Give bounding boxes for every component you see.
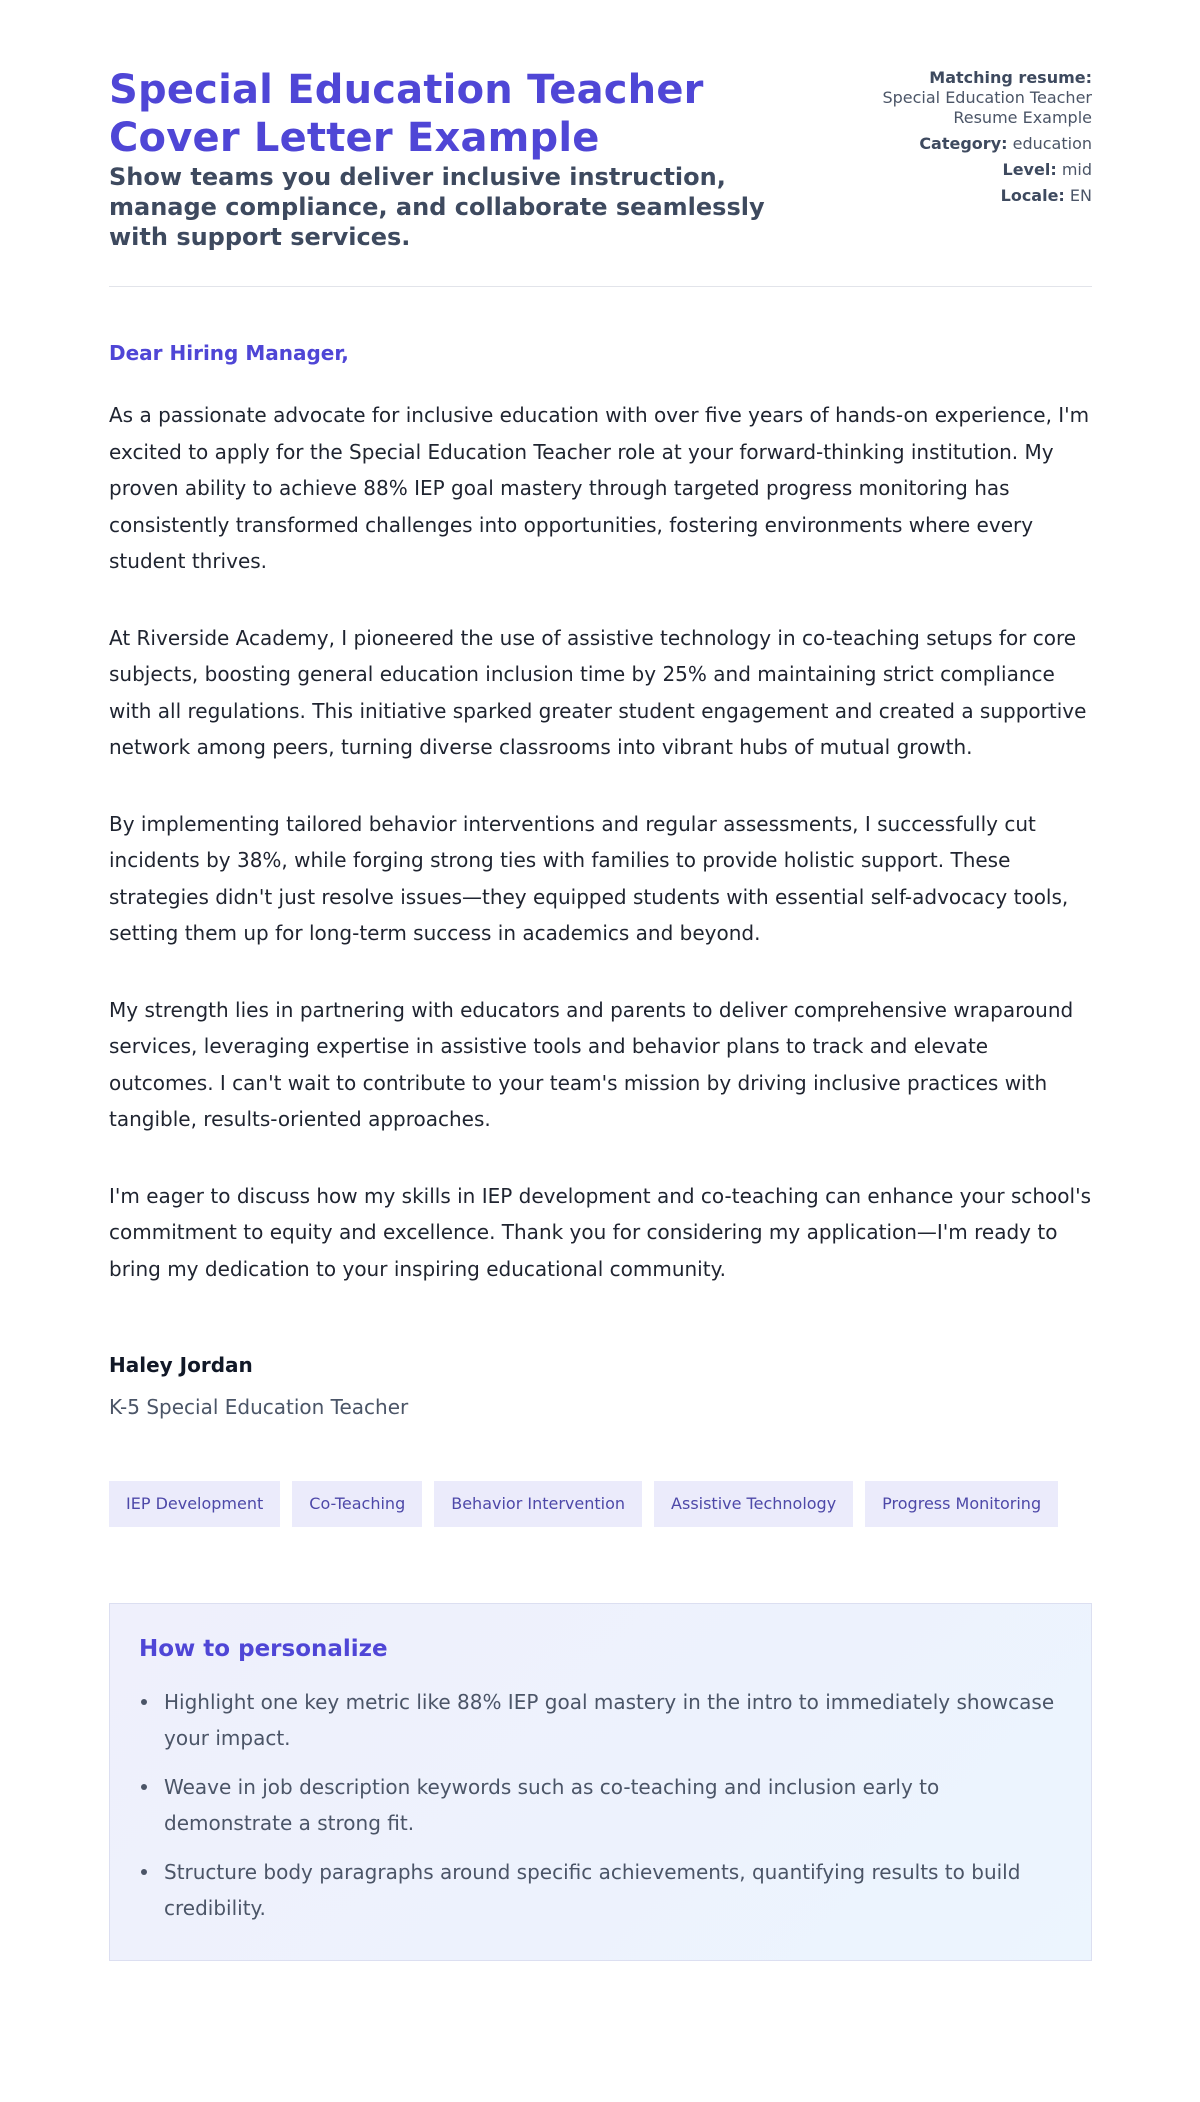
tag-iep-development[interactable]: IEP Development [109,1481,280,1527]
letter [109,339,1092,1421]
meta-panel [808,66,1092,212]
letter-paragraph: By implementing tailored behavior interventions and regular assessments, I successfully cut incidents by 38%, while forging strong ties with families to provide holistic support. These strategies didn't just resolve issues—they equipped students with essential self-advocacy tools, setting them up for long-term success in academics and beyond. [109,811,1069,945]
page-subtitle: Show teams you deliver inclusive instruction, manage compliance, and collaborate seamlessly with support services. [109,163,765,251]
personalize-title: How to personalize [139,1636,388,1662]
personalize-box [109,1603,1092,1961]
meta-category [808,134,1092,154]
personalize-tip [139,1684,1062,1756]
matching-resume-line1: Special Education Teacher [882,88,1092,107]
letter-paragraph: As a passionate advocate for inclusive education with over five years of hands-on experience, I'm excited to apply for the Special Education Teacher role at your forward-thinking institution. My proven ability to achieve 88% IEP goal mastery through targeted progress monitoring has consistently transformed challenges into opportunities, fostering environments where every student thrives. [109,403,1090,573]
locale-value: EN [1069,186,1092,205]
personalize-list [139,1684,1062,1926]
signature-title: K-5 Special Education Teacher [109,1395,409,1419]
level-label: Level: [1002,160,1057,179]
letter-body [109,397,1092,1287]
tag-progress-monitoring[interactable]: Progress Monitoring [865,1481,1058,1527]
salutation: Dear Hiring Manager, [109,341,349,365]
personalize-tip-text: Structure body paragraphs around specific achievements, quantifying results to build credibility. [164,1860,1021,1920]
bullet-icon [141,1784,147,1790]
page-header [109,66,1092,252]
page-title-line1: Special Education Teacher [109,67,704,113]
matching-resume [808,68,1092,128]
header-divider [109,286,1092,287]
skill-tags [109,1481,1099,1527]
bullet-icon [141,1699,147,1705]
meta-level [808,160,1092,180]
page-title-line2: Cover Letter Example [109,115,600,161]
locale-label: Locale: [1000,186,1065,205]
letter-paragraph: At Riverside Academy, I pioneered the use of assistive technology in co-teaching setups for core subjects, boosting general education inclusion time by 25% and maintaining strict compliance with all regulations. This initiative sparked greater student engagement and created a supportive network among peers, turning diverse classrooms into vibrant hubs of mutual growth. [109,625,1087,759]
meta-locale [808,186,1092,206]
matching-resume-line2: Resume Example [953,108,1092,127]
bullet-icon [141,1869,147,1875]
personalize-tip-text: Highlight one key metric like 88% IEP goal mastery in the intro to immediately showcase your impact. [164,1690,1055,1750]
personalize-tip [139,1854,1062,1926]
category-label: Category: [919,134,1008,153]
category-value: education [1012,134,1092,153]
signature [109,1351,1092,1421]
level-value: mid [1061,160,1092,179]
header-titles [109,66,808,252]
page-title [109,66,808,162]
personalize-tip [139,1769,1062,1841]
matching-resume-label: Matching resume: [929,68,1092,87]
tag-behavior-intervention[interactable]: Behavior Intervention [434,1481,642,1527]
letter-paragraph: My strength lies in partnering with educators and parents to deliver comprehensive wraparound services, leveraging expertise in assistive tools and behavior plans to track and elevate outcomes. I can't wait to contribute to your team's mission by driving inclusive practices with tangible, results-oriented approaches. [109,997,1074,1131]
signature-name: Haley Jordan [109,1353,253,1377]
tag-co-teaching[interactable]: Co-Teaching [292,1481,422,1527]
tag-assistive-technology[interactable]: Assistive Technology [654,1481,853,1527]
personalize-tip-text: Weave in job description keywords such as co-teaching and inclusion early to demonstrate a strong fit. [164,1775,940,1835]
matching-resume-link[interactable] [808,88,1092,128]
letter-paragraph: I'm eager to discuss how my skills in IEP development and co-teaching can enhance your school's commitment to equity and excellence. Thank you for considering my application—I'm ready to bring my dedication to your inspiring educational community. [109,1183,1092,1281]
